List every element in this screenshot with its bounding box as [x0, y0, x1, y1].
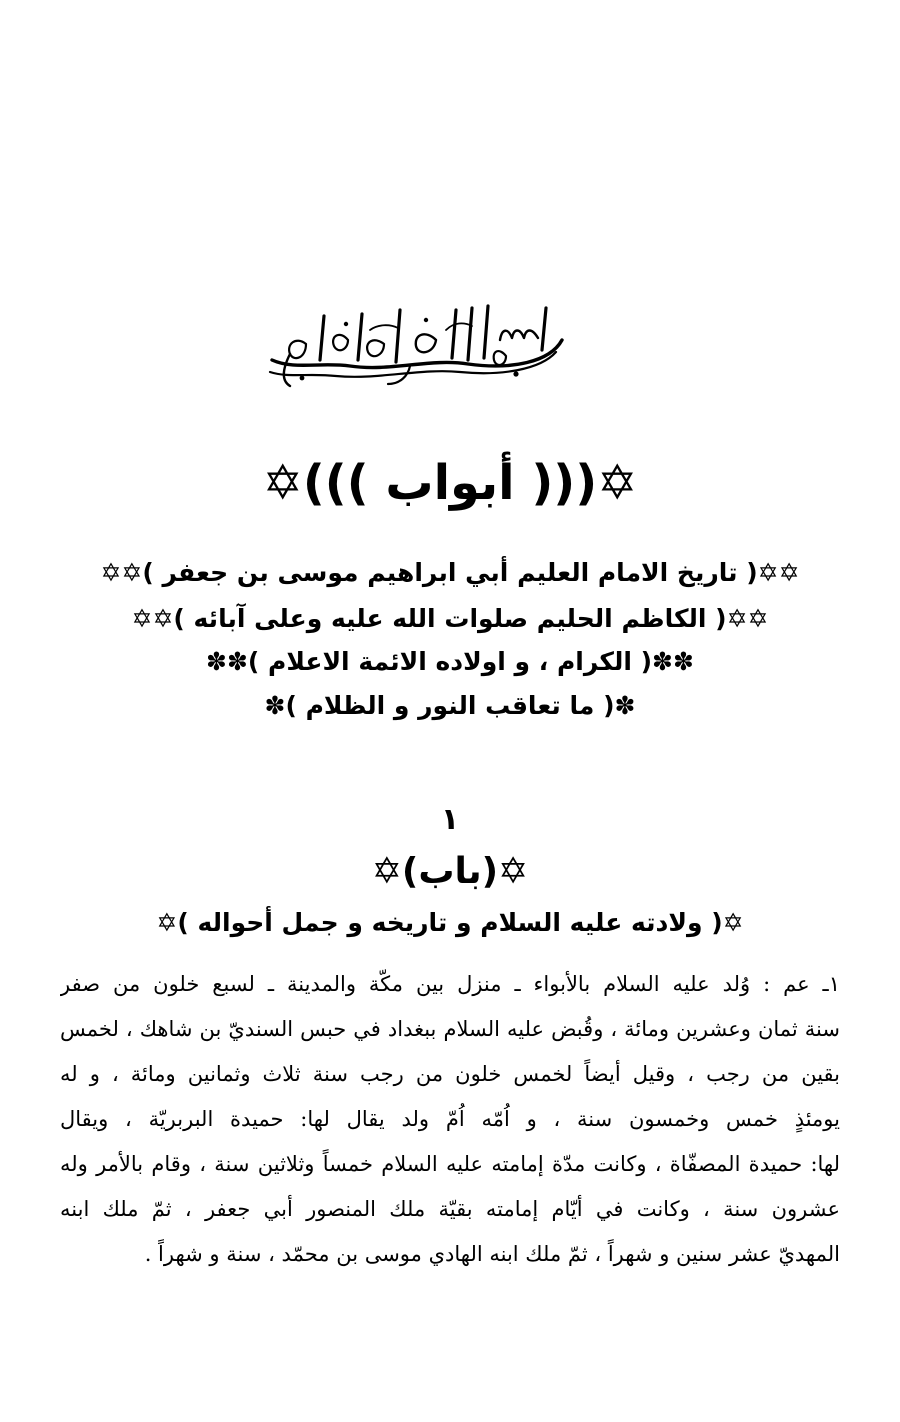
chapter-label: ✡(باب)✡: [371, 851, 529, 892]
subtitle-line-1: ✡✡( تاريخ الامام العليم أبي ابراهيم موسى بن جعفر )✡✡: [100, 558, 800, 587]
subtitle-line-2: ✡✡( الكاظم الحليم صلوات الله عليه وعلى آبائه )✡✡: [131, 604, 769, 633]
main-title: ✡((( أبواب )))✡: [262, 455, 638, 511]
basmala-calligraphy-drawing: [250, 300, 580, 390]
body-line-2: سنة ثمان وعشرين ومائة ، وقُبض عليه السلام ببغداد في حبس السنديّ بن شاهك ، لخمس: [60, 1017, 840, 1041]
body-line-5: لها: حميدة المصفّاة ، وكانت مدّة إمامته عليه السلام خمساً وثلاثين سنة ، وقام بالأمر وله: [60, 1152, 840, 1176]
body-paragraph: [60, 962, 840, 1277]
chapter-number: ١: [440, 802, 460, 837]
body-line-1: ١ـ عم : وُلد عليه السلام بالأبواء ـ منزل بين مكّة والمدينة ـ لسبع خلون من صفر: [60, 972, 840, 996]
subtitle-line-3: ✽✽( الكرام ، و اولاده الائمة الاعلام )✽✽: [206, 647, 694, 676]
body-line-3: بقين من رجب ، وقيل أيضاً لخمس خلون من رجب سنة ثلاث وثمانين ومائة ، و له: [60, 1062, 840, 1086]
subtitle-line-4: ✽( ما تعاقب النور و الظلام )✽: [264, 691, 636, 720]
basmala-calligraphy: [250, 300, 580, 390]
body-line-4: يومئذٍ خمس وخمسون سنة ، و اُمّه اُمّ ولد يقال لها: حميدة البربريّة ، ويقال: [60, 1107, 840, 1131]
chapter-title: ✡( ولادته عليه السلام و تاريخه و جمل أحواله )✡: [156, 908, 744, 937]
body-line-6: عشرون سنة ، وكانت في أيّام إمامته بقيّة ملك المنصور أبي جعفر ، ثمّ ملك ابنه: [60, 1197, 840, 1221]
body-line-7: المهديّ عشر سنين و شهراً ، ثمّ ملك ابنه الهادي موسى بن محمّد ، سنة و شهراً .: [144, 1242, 840, 1266]
